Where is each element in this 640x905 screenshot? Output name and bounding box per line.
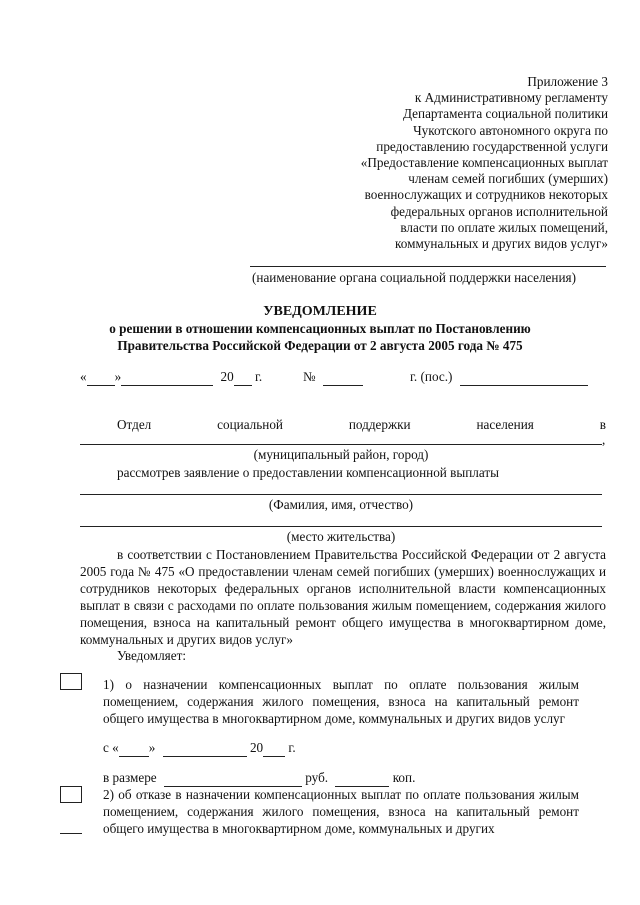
option-1-checkbox[interactable] — [60, 673, 82, 690]
appendix-line: Департамента социальной политики — [403, 106, 608, 122]
fio-caption: (Фамилия, имя, отчество) — [268, 497, 414, 512]
from-year-suffix: г. — [288, 740, 296, 755]
rubles-field[interactable] — [164, 770, 302, 787]
number-field[interactable] — [323, 369, 363, 386]
quote-close: » — [114, 369, 122, 384]
from-year-field[interactable] — [263, 740, 285, 757]
from-year-prefix: 20 — [249, 740, 264, 755]
title-line-2: Правительства Российской Федерации от 2 августа 2005 года № 475 — [117, 338, 523, 353]
considered-text: рассмотрев заявление о предоставлении компенсационной выплаты — [117, 465, 500, 480]
municipal-caption: (муниципальный район, город) — [253, 447, 429, 462]
option-2-text: 2) об отказе в назначении компенсационных выплат по оплате пользования жилым помещением, содержания жилого помещения, взноса на капитальный ремонт общего имущества в многоквартирном доме, коммунальных и других — [103, 787, 579, 836]
city-group — [410, 369, 588, 386]
day-field[interactable] — [87, 369, 115, 386]
fio-fill-line[interactable] — [80, 494, 602, 495]
kop-label: коп. — [392, 770, 416, 785]
intro-word: Отдел — [117, 417, 152, 432]
month-field[interactable] — [121, 369, 213, 386]
from-day-field[interactable] — [119, 740, 149, 757]
quote-open: « — [80, 369, 87, 384]
option-1-text: 1) о назначении компенсационных выплат по оплате пользования жилым помещением, содержания жилого помещения, взноса на капитальный ремонт общего имущества в многоквартирном доме, коммунальных и других видов услуг — [103, 677, 579, 726]
appendix-line: федеральных органов исполнительной — [390, 203, 608, 219]
amount-row — [103, 770, 415, 787]
appendix-line: к Административному регламенту — [414, 90, 608, 106]
city-field[interactable] — [460, 369, 588, 386]
residence-fill-line[interactable] — [80, 526, 602, 527]
appendix-line: военнослужащих и сотрудников некоторых — [364, 187, 608, 203]
date-row — [80, 369, 262, 386]
basis-paragraph: в соответствии с Постановлением Правительства Российской Федерации от 2 августа 2005 года № 475 «О предоставлении членам семей погибших (умерших) военнослужащих и сотрудников некоторых федеральных органов исполнительной власти компенсационных выплат в связи с расходами по оплате пользования жилым помещением, содержания жилого помещения, взноса на капитальный ремонт общего имущества в многоквартирном доме, коммунальных и других видов услуг» — [80, 547, 606, 647]
option-2-side-line — [60, 833, 82, 834]
rub-label: руб. — [305, 770, 329, 785]
notifies-label: Уведомляет: — [117, 648, 187, 663]
appendix-block — [361, 74, 608, 252]
appendix-line: предоставлению государственной услуги — [376, 138, 608, 154]
year-suffix: г. — [254, 369, 263, 384]
option-2-checkbox[interactable] — [60, 786, 82, 803]
document-title — [0, 303, 640, 354]
appendix-line: «Предоставление компенсационных выплат — [360, 155, 608, 171]
from-quote-close: » — [148, 740, 156, 755]
comma: , — [602, 432, 606, 447]
appendix-line: Приложение 3 — [527, 74, 608, 89]
appendix-line: власти по оплате жилых помещений, — [400, 219, 608, 235]
from-month-field[interactable] — [163, 740, 247, 757]
number-sign: № — [303, 369, 316, 384]
appendix-line: коммунальных и других видов услуг» — [395, 236, 608, 252]
year-field[interactable] — [234, 369, 252, 386]
intro-line — [117, 417, 606, 433]
intro-word: поддержки — [348, 417, 411, 432]
intro-word: в — [599, 417, 606, 432]
municipal-fill-line[interactable] — [80, 444, 602, 445]
from-prefix: с « — [103, 740, 119, 755]
intro-word: социальной — [217, 417, 283, 432]
title-heading: УВЕДОМЛЕНИЕ — [263, 304, 377, 319]
intro-word: населения — [476, 417, 534, 432]
appendix-line: членам семей погибших (умерших) — [408, 171, 608, 187]
number-group — [303, 369, 363, 386]
title-line-1: о решении в отношении компенсационных выплат по Постановлению — [109, 321, 531, 336]
authority-caption: (наименование органа социальной поддержки населения) — [252, 270, 576, 285]
amount-prefix: в размере — [103, 770, 157, 785]
option-1-date-row — [103, 740, 296, 757]
year-prefix: 20 — [220, 369, 234, 384]
city-label: г. (пос.) — [410, 369, 453, 384]
authority-fill-line[interactable] — [250, 266, 606, 267]
residence-caption: (место жительства) — [286, 529, 396, 544]
kopecks-field[interactable] — [335, 770, 389, 787]
appendix-line: Чукотского автономного округа по — [413, 122, 608, 138]
